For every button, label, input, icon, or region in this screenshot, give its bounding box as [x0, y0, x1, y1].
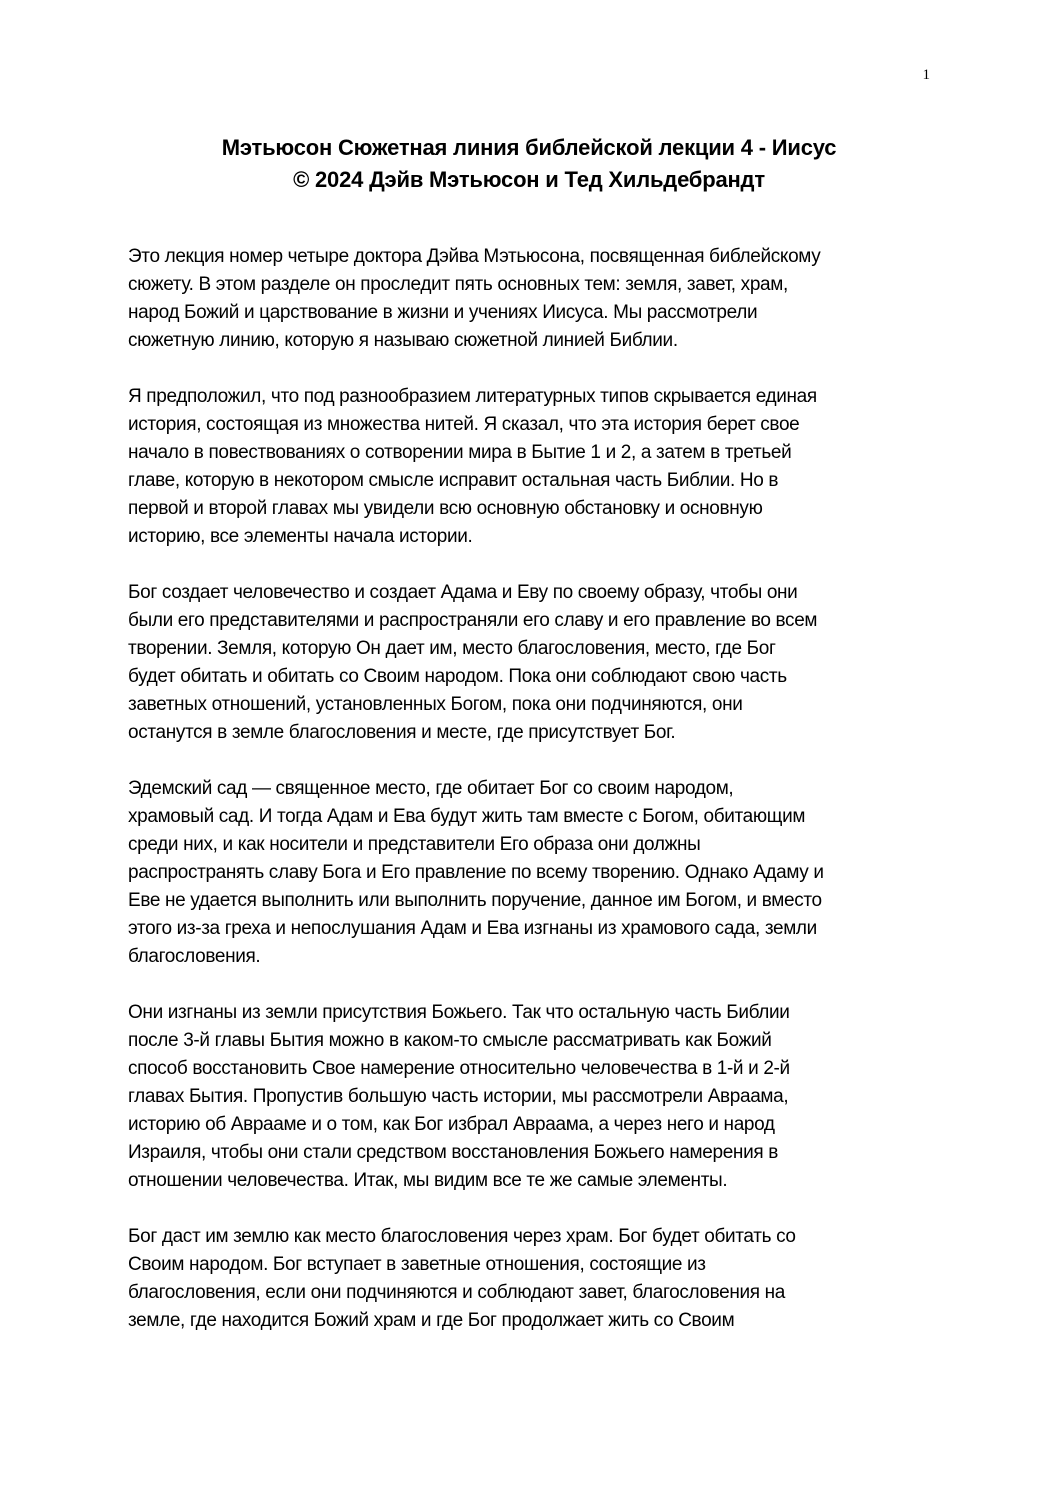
paragraph-line: начало в повествованиях о сотворении мира в Бытие 1 и 2, а затем в третьей: [128, 442, 792, 463]
paragraph-line: после 3-й главы Бытия можно в каком-то смысле рассматривать как Божий: [128, 1030, 772, 1051]
document-title: [128, 132, 930, 196]
paragraph-6: [128, 1223, 930, 1335]
paragraph-4: [128, 775, 930, 971]
paragraph-line: сюжету. В этом разделе он проследит пять основных тем: земля, завет, храм,: [128, 274, 788, 295]
paragraph-line: храмовый сад. И тогда Адам и Ева будут жить там вместе с Богом, обитающим: [128, 806, 806, 827]
paragraph-line: будет обитать и обитать со Своим народом. Пока они соблюдают свою часть: [128, 666, 787, 687]
document-body: [128, 243, 930, 1363]
paragraph-line: распространять славу Бога и Его правление по всему творению. Однако Адаму и: [128, 862, 824, 883]
paragraph-line: среди них, и как носители и представители Его образа они должны: [128, 834, 701, 855]
paragraph-line: главах Бытия. Пропустив большую часть истории, мы рассмотрели Авраама,: [128, 1086, 789, 1107]
paragraph-5: [128, 999, 930, 1195]
title-line-2: © 2024 Дэйв Мэтьюсон и Тед Хильдебрандт: [293, 167, 765, 192]
paragraph-line: Своим народом. Бог вступает в заветные отношения, состоящие из: [128, 1254, 706, 1275]
paragraph-line: главе, которую в некотором смысле исправит остальная часть Библии. Но в: [128, 470, 779, 491]
paragraph-line: благословения, если они подчиняются и соблюдают завет, благословения на: [128, 1282, 786, 1303]
paragraph-line: останутся в земле благословения и месте, где присутствует Бог.: [128, 722, 676, 743]
paragraph-line: первой и второй главах мы увидели всю основную обстановку и основную: [128, 498, 763, 519]
paragraph-line: сюжетную линию, которую я называю сюжетной линией Библии.: [128, 330, 678, 351]
paragraph-line: Эдемский сад — священное место, где обитает Бог со своим народом,: [128, 778, 734, 799]
paragraph-1: [128, 243, 930, 355]
paragraph-line: народ Божий и царствование в жизни и учениях Иисуса. Мы рассмотрели: [128, 302, 758, 323]
paragraph-line: историю об Аврааме и о том, как Бог избрал Авраама, а через него и народ: [128, 1114, 775, 1135]
paragraph-line: творении. Земля, которую Он дает им, место благословения, место, где Бог: [128, 638, 776, 659]
paragraph-line: историю, все элементы начала истории.: [128, 526, 473, 547]
paragraph-line: Израиля, чтобы они стали средством восстановления Божьего намерения в: [128, 1142, 778, 1163]
page-number: 1: [922, 67, 930, 83]
paragraph-line: отношении человечества. Итак, мы видим все те же самые элементы.: [128, 1170, 728, 1191]
paragraph-line: Это лекция номер четыре доктора Дэйва Мэтьюсона, посвященная библейскому: [128, 246, 821, 267]
paragraph-line: земле, где находится Божий храм и где Бог продолжает жить со Своим: [128, 1310, 735, 1331]
paragraph-line: Они изгнаны из земли присутствия Божьего. Так что остальную часть Библии: [128, 1002, 790, 1023]
paragraph-line: Я предположил, что под разнообразием литературных типов скрывается единая: [128, 386, 817, 407]
paragraph-line: Бог даст им землю как место благословения через храм. Бог будет обитать со: [128, 1226, 796, 1247]
paragraph-line: Бог создает человечество и создает Адама и Еву по своему образу, чтобы они: [128, 582, 798, 603]
paragraph-line: заветных отношений, установленных Богом, пока они подчиняются, они: [128, 694, 743, 715]
paragraph-line: Еве не удается выполнить или выполнить поручение, данное им Богом, и вместо: [128, 890, 822, 911]
paragraph-line: история, состоящая из множества нитей. Я сказал, что эта история берет свое: [128, 414, 800, 435]
title-line-1: Мэтьюсон Сюжетная линия библейской лекции 4 - Иисус: [221, 135, 837, 160]
paragraph-2: [128, 383, 930, 551]
paragraph-line: способ восстановить Свое намерение относительно человечества в 1-й и 2-й: [128, 1058, 790, 1079]
paragraph-line: были его представителями и распространяли его славу и его правление во всем: [128, 610, 818, 631]
paragraph-line: благословения.: [128, 946, 261, 967]
paragraph-3: [128, 579, 930, 747]
paragraph-line: этого из-за греха и непослушания Адам и Ева изгнаны из храмового сада, земли: [128, 918, 817, 939]
